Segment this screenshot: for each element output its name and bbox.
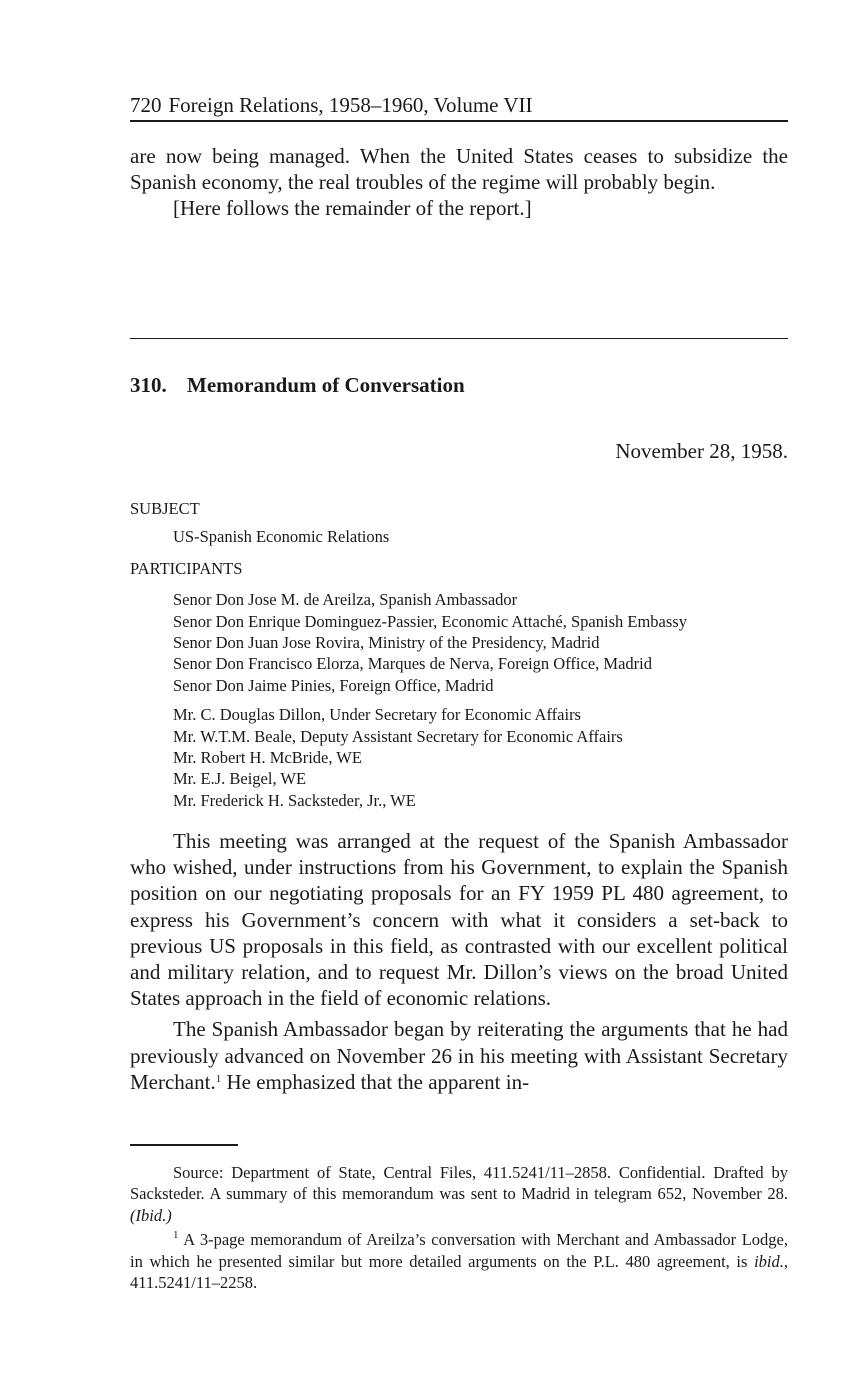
editorial-note: [Here follows the remainder of the report.] [173, 196, 532, 221]
document-date: November 28, 1958. [615, 439, 788, 463]
document-title: Memorandum of Conversation [187, 373, 465, 397]
footnote-ref-1[interactable]: 1 [215, 1072, 222, 1085]
footnote-1 [130, 1229, 788, 1293]
participant: Mr. Robert H. McBride, WE [173, 748, 362, 768]
subject-label: SUBJECT [130, 499, 200, 518]
section-divider [130, 338, 788, 339]
memo-metadata [130, 498, 788, 811]
footnote-1-citation: , 411.5241/11–2258. [130, 1251, 788, 1293]
participant: Mr. E.J. Beigel, WE [173, 769, 307, 789]
header-rule [130, 120, 788, 122]
document-number: 310. [130, 373, 167, 397]
body-paragraph-2 [130, 1016, 788, 1095]
document-heading [130, 372, 465, 398]
participants-spanish [173, 589, 788, 696]
participant: Senor Don Juan Jose Rovira, Ministry of the Presidency, Madrid [173, 633, 600, 653]
continued-paragraph: are now being managed. When the United States ceases to subsidize the Spanish economy, the real troubles of the regime will probably begin. [130, 144, 788, 195]
participant: Mr. W.T.M. Beale, Deputy Assistant Secretary for Economic Affairs [173, 726, 623, 746]
source-note [130, 1162, 788, 1226]
footnote-1-marker: 1 [173, 1229, 179, 1242]
continued-text [130, 143, 788, 222]
participant: Senor Don Jose M. de Areilza, Spanish Ambassador [173, 590, 518, 610]
paragraph-2-continuation: He emphasized that the apparent in- [221, 1069, 530, 1094]
participant: Senor Don Francisco Elorza, Marques de Nerva, Foreign Office, Madrid [173, 654, 652, 674]
paragraph-2-text: The Spanish Ambassador began by reiterating the arguments that he had previously advanced on November 26 in his meeting with Assistant Secretary Merchant. [130, 1017, 788, 1094]
memo-body [130, 828, 788, 1100]
page-number: 720 [130, 93, 162, 117]
subject-value: US-Spanish Economic Relations [173, 527, 390, 547]
source-note-text: Source: Department of State, Central Files, 411.5241/11–2858. Confidential. Drafted by Sacksteder. A summary of this memorandum was sent to Madrid in telegram 652, November 28. [130, 1163, 788, 1204]
footnote-1-text: A 3-page memorandum of Areilza’s conversation with Merchant and Ambassador Lodge, in which he presented similar but more detailed arguments on the P.L. 480 agreement, is [130, 1230, 788, 1271]
footnotes [130, 1162, 788, 1293]
footnote-1-ibid: ibid. [754, 1251, 784, 1271]
participant: Senor Don Enrique Dominguez-Passier, Economic Attaché, Spanish Embassy [173, 611, 687, 631]
participants-label: PARTICIPANTS [130, 558, 243, 578]
running-head [130, 92, 788, 118]
body-paragraph-1: This meeting was arranged at the request of the Spanish Ambassador who wished, under instructions from his Government, to explain the Spanish position on our negotiating proposals for an FY 1959 PL 480 agreement, to express his Government’s concern with what it considers a set-back to previous US proposals in this field, as contrasted with our excellent political and military relation, and to request Mr. Dillon’s views on the broad United States approach in the field of economic relations. [130, 829, 788, 1011]
participant: Mr. C. Douglas Dillon, Under Secretary for Economic Affairs [173, 705, 581, 725]
participant: Mr. Frederick H. Sacksteder, Jr., WE [173, 790, 416, 810]
participant: Senor Don Jaime Pinies, Foreign Office, Madrid [173, 675, 494, 695]
footnote-rule [130, 1144, 238, 1146]
participants-us [173, 704, 788, 811]
volume-title: Foreign Relations, 1958–1960, Volume VII [168, 93, 533, 117]
source-note-ibid: (Ibid.) [130, 1205, 172, 1225]
